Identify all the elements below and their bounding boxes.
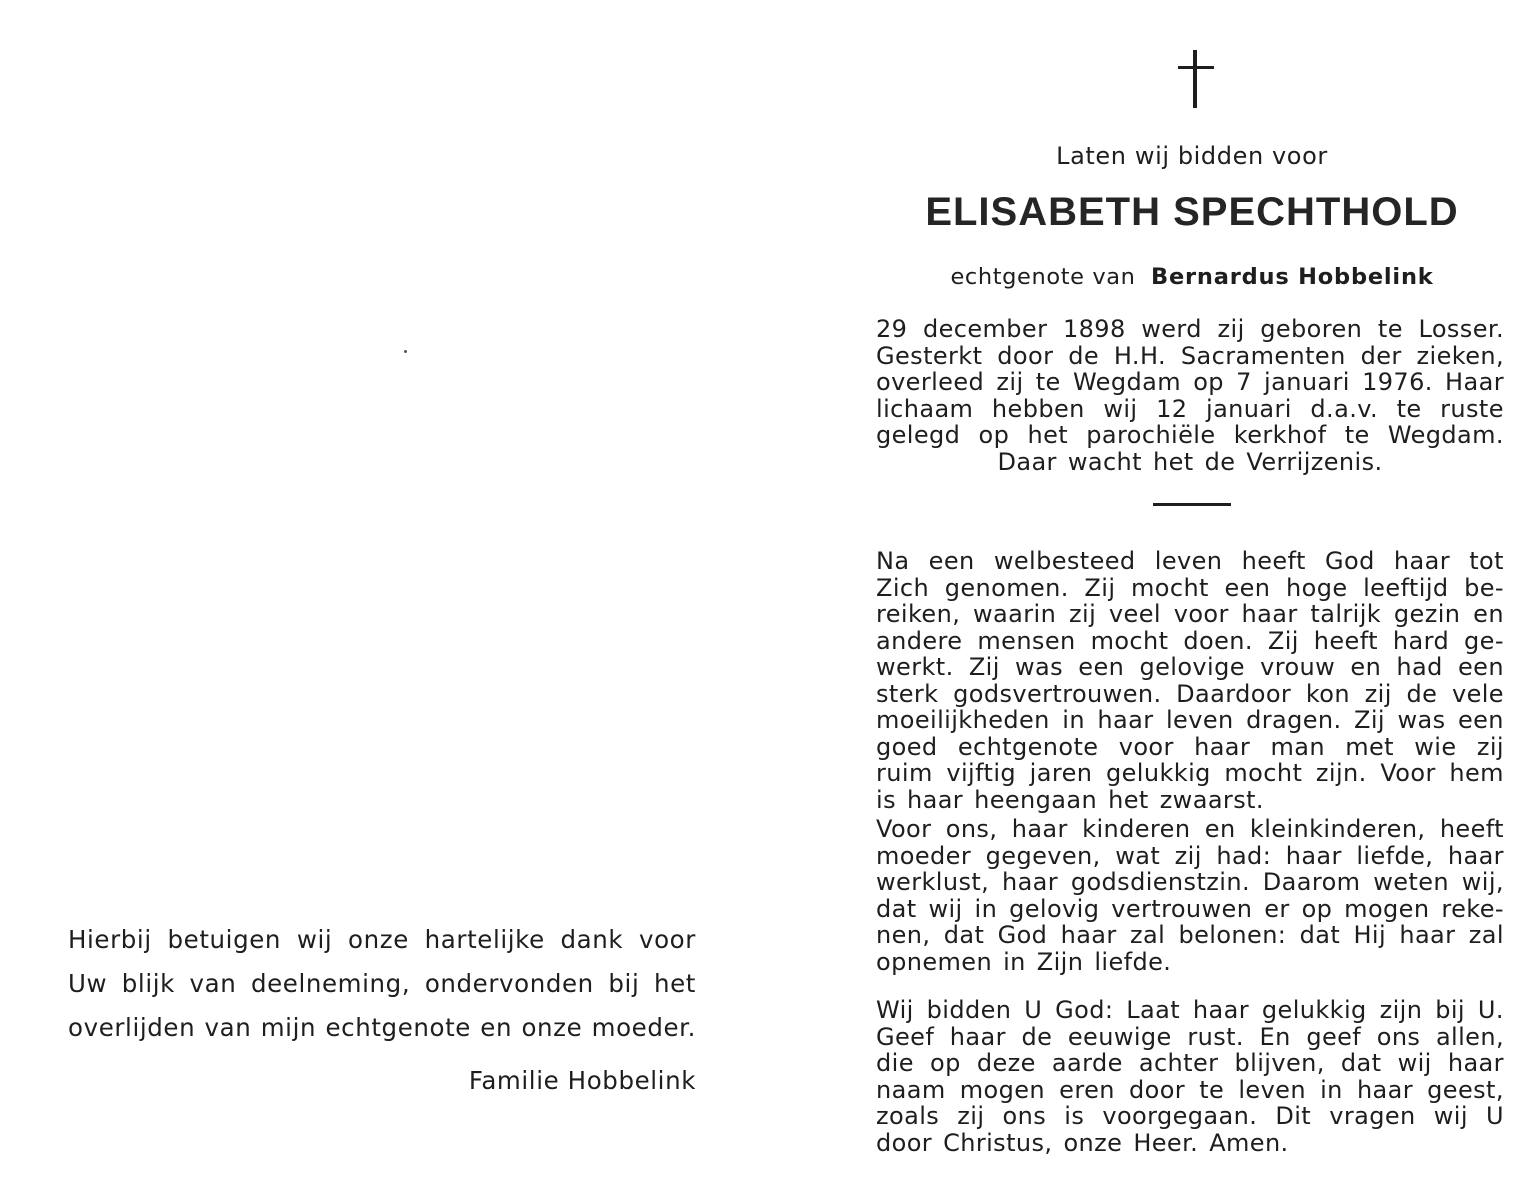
thanks-word: en xyxy=(480,1013,513,1042)
text-line: moeder gegeven, wat zij had: haar liefde, haar xyxy=(876,841,1504,870)
text-line: overleed zij te Wegdam op 7 januari 1976. Haar xyxy=(876,368,1504,396)
thanks-word: betuigen xyxy=(167,925,282,954)
thanks-text xyxy=(68,918,696,1050)
text-line: is haar heengaan het zwaarst. xyxy=(876,785,1264,814)
text-line: Gesterkt door de H.H. Sacramenten der zieken, xyxy=(876,341,1504,370)
text-line: nen, dat God haar zal belonen: dat Hij haar zal xyxy=(876,921,1504,949)
text-line: dat wij in gelovig vertrouwen er op mogen reke- xyxy=(876,894,1504,923)
text-line: andere mensen mocht doen. Zij heeft hard ge- xyxy=(876,626,1504,655)
deceased-name: ELISABETH SPECHTHOLD xyxy=(925,190,1459,234)
prayer-intro: Laten wij bidden voor xyxy=(1056,142,1328,170)
text-line: Na een welbesteed leven heeft God haar tot xyxy=(876,547,1504,575)
thanks-word: Uw xyxy=(68,969,108,998)
text-line: opnemen in Zijn liefde. xyxy=(876,947,1172,976)
thanks-word: het xyxy=(653,969,696,998)
text-line: ruim vijftig jaren gelukkig mocht zijn. Voor hem xyxy=(876,759,1504,787)
text-line: reiken, waarin zij veel voor haar talrijk gezin en xyxy=(876,600,1504,628)
thanks-word: ondervonden xyxy=(424,969,594,998)
thanks-word: blijk xyxy=(121,969,175,998)
text-line: Zich genomen. Zij mocht een hoge leeftijd be- xyxy=(876,573,1504,602)
biography xyxy=(876,316,1504,475)
thanks-word: bij xyxy=(608,969,640,998)
thanks-word: deelneming, xyxy=(250,969,411,998)
thanks-word: mijn xyxy=(260,1013,317,1042)
thanks-word: echtgenote xyxy=(325,1013,471,1042)
thanks-line xyxy=(68,918,696,962)
text-line: 29 december 1898 werd zij geboren te Losser. xyxy=(876,315,1504,343)
cross-icon xyxy=(1178,50,1214,110)
text-line: sterk godsvertrouwen. Daardoor kon zij de vele xyxy=(876,679,1504,708)
text-line: werkt. Zij was een gelovige vrouw en had een xyxy=(876,653,1504,681)
text-line: moeilijkheden in haar leven dragen. Zij was een xyxy=(876,706,1504,734)
thanks-word: overlijden xyxy=(68,1013,196,1042)
text-line: zoals zij ons is voorgegaan. Dit vragen wij U xyxy=(876,1102,1504,1130)
paragraph-family xyxy=(876,816,1504,975)
text-line: Wij bidden U God: Laat haar gelukkig zijn bij U. xyxy=(876,996,1504,1024)
paragraph-life xyxy=(876,548,1504,813)
thanks-word: hartelijke xyxy=(424,925,545,954)
text-line: werklust, haar godsdienstzin. Daarom weten wij, xyxy=(876,868,1504,896)
thanks-word: wij xyxy=(296,925,333,954)
thanks-word: Hierbij xyxy=(68,925,152,954)
spouse-name: Bernardus Hobbelink xyxy=(1151,264,1434,290)
thanks-line xyxy=(68,1006,696,1050)
thanks-word: moeder. xyxy=(591,1013,696,1042)
thanks-word: onze xyxy=(521,1013,583,1042)
text-line: Geef haar de eeuwige rust. En geef ons allen, xyxy=(876,1022,1504,1051)
thanks-line xyxy=(68,962,696,1006)
thanks-word: voor xyxy=(638,925,696,954)
spouse-prefix: echtgenote van xyxy=(950,264,1136,290)
thanks-word: van xyxy=(189,969,237,998)
text-line: door Christus, onze Heer. Amen. xyxy=(876,1128,1289,1157)
thanks-word: onze xyxy=(348,925,409,954)
family-signature: Familie Hobbelink xyxy=(468,1066,696,1095)
thanks-word: dank xyxy=(560,925,624,954)
spouse-line xyxy=(860,264,1524,290)
paragraph-prayer xyxy=(876,997,1504,1156)
divider xyxy=(1153,503,1231,506)
print-speck xyxy=(404,350,407,353)
text-line: gelegd op het parochiële kerkhof te Wegdam. xyxy=(876,421,1504,449)
thanks-word: van xyxy=(204,1013,252,1042)
text-line: lichaam hebben wij 12 januari d.a.v. te ruste xyxy=(876,394,1504,423)
text-line: Daar wacht het de Verrijzenis. xyxy=(997,447,1383,476)
text-line: goed echtgenote voor haar man met wie zij xyxy=(876,732,1504,761)
text-line: Voor ons, haar kinderen en kleinkinderen, heeft xyxy=(876,815,1504,843)
text-line: naam mogen eren door te leven in haar geest, xyxy=(876,1075,1504,1104)
text-line: die op deze aarde achter blijven, dat wij haar xyxy=(876,1049,1504,1077)
